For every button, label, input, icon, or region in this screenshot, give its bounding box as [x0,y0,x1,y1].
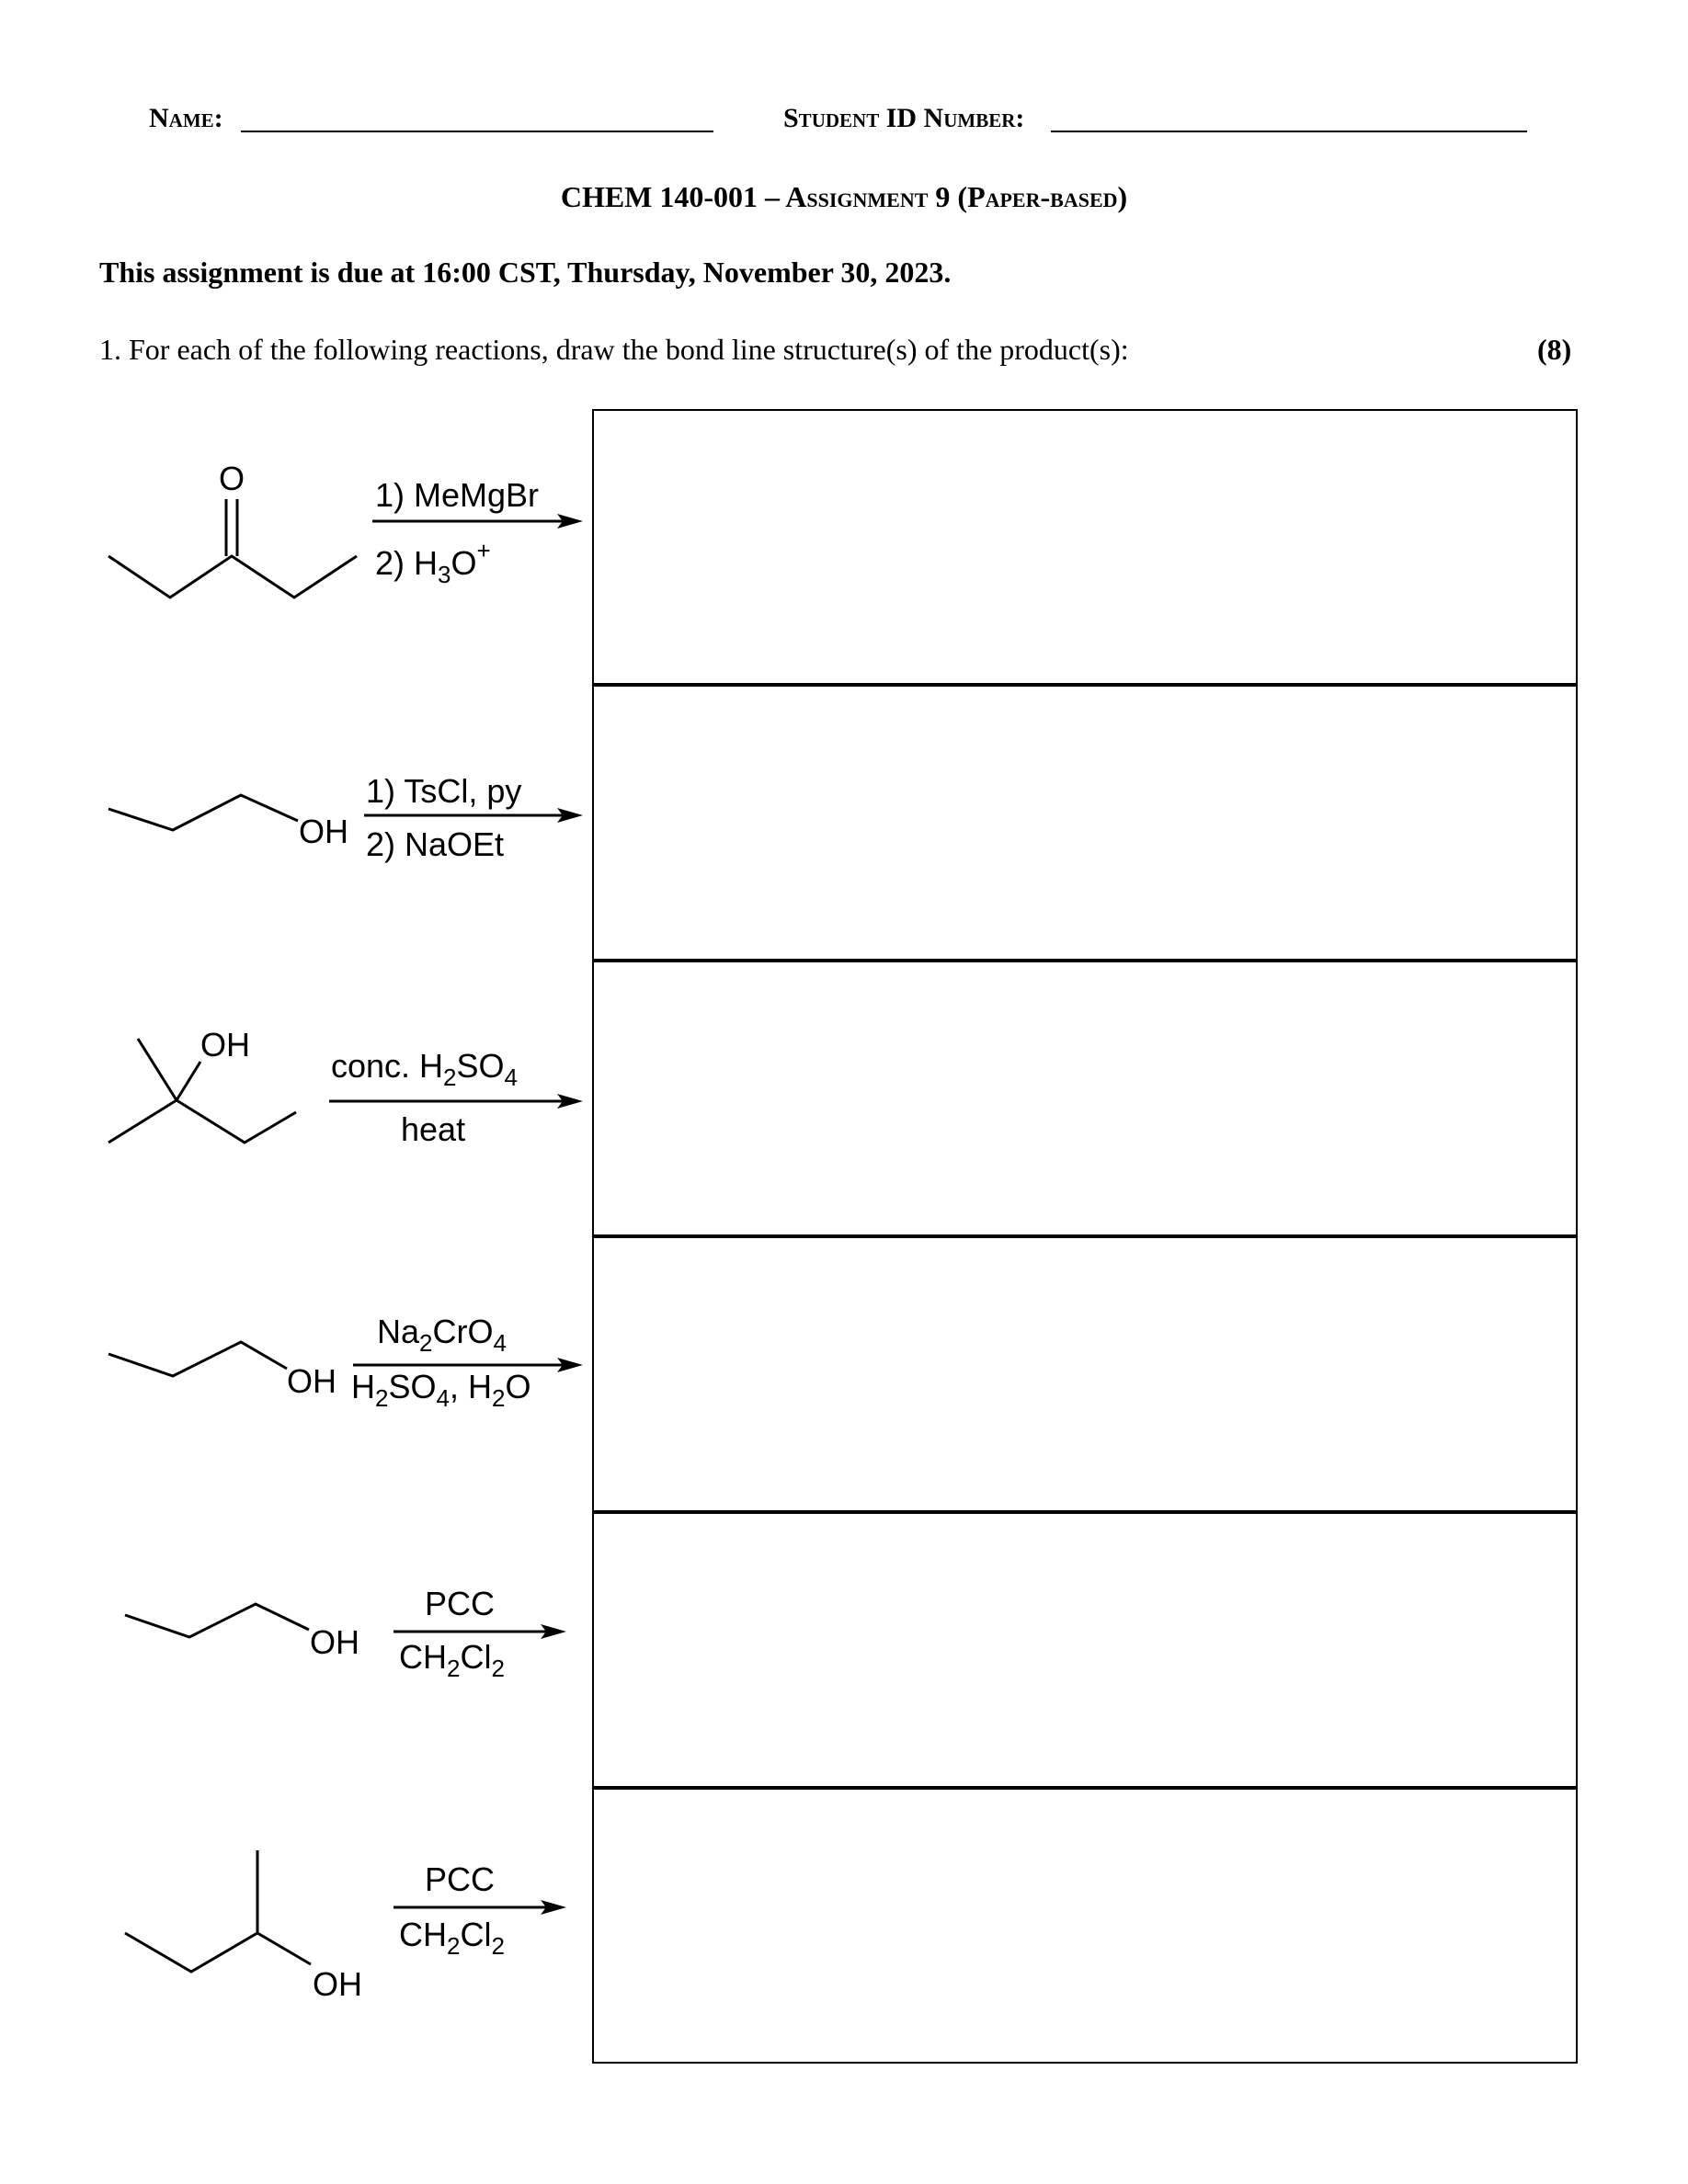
reaction-3-drawing [92,961,588,1236]
due-statement: This assignment is due at 16:00 CST, Thursday, November 30, 2023. [99,256,952,289]
reagent-below-4: $H_2SO_4$, $H_2O$ [351,1368,531,1412]
reaction-2-drawing [92,685,588,961]
reagent-below-5: $CH_2Cl_2$ [399,1638,505,1682]
reaction-arrow-2 [364,808,583,823]
answer-box-2[interactable] [592,685,1578,961]
reagent-below-3: heat [401,1110,466,1148]
reagent-above-2: 1) TsCl, py [366,772,522,810]
reaction-2 [92,685,588,961]
reaction-1 [92,409,588,685]
reaction-arrow-5 [393,1624,566,1639]
reagent-above-4: $Na_2CrO_4$ [377,1313,507,1357]
reagent-above-3: conc. $H_2SO_4$ [331,1047,518,1091]
reaction-4-drawing [92,1236,588,1512]
hydroxyl-label-4: OH [287,1362,336,1400]
answer-box-1[interactable] [592,409,1578,685]
course-title: CHEM 140-001 – Assignment 9 (Paper-based) [560,180,1128,213]
answer-box-3[interactable] [592,961,1578,1236]
student-id-label: Student ID Number: [783,103,1025,133]
question-text: 1. For each of the following reactions, draw the bond line structure(s) of the product(s): [99,333,1129,366]
reaction-5-drawing [92,1512,588,1788]
hydroxyl-label-2: OH [299,813,348,850]
reagent-above-1: 1) MeMgBr [375,476,540,514]
reaction-4 [92,1236,588,1512]
hydroxyl-label-3: OH [200,1026,250,1064]
reaction-1-drawing [92,409,588,685]
reaction-6 [92,1788,588,2064]
answer-box-4[interactable] [592,1236,1578,1512]
reagent-below-2: 2) NaOEt [366,825,505,863]
reaction-arrow-6 [393,1900,566,1915]
carbonyl-oxygen-label: O [218,460,245,497]
butanol-skeleton-4 [108,1342,287,1376]
branched-alcohol-skeleton [125,1850,311,1972]
question-marks: (8) [1537,333,1572,366]
hydroxyl-label-5: OH [310,1623,359,1661]
reagent-below-1: 2) $H_3O^+$ [375,537,491,588]
reagent-below-6: $CH_2Cl_2$ [399,1916,505,1960]
name-label: Name: [149,103,223,133]
hydroxyl-label-6: OH [313,1965,362,2003]
reaction-3 [92,961,588,1236]
name-field-line[interactable] [241,131,713,132]
answer-box-5[interactable] [592,1512,1578,1788]
reagent-above-6: PCC [425,1860,496,1898]
reagent-above-5: PCC [425,1585,496,1622]
butanone-skeleton [108,499,357,597]
answer-box-6[interactable] [592,1788,1578,2064]
student-id-field-line[interactable] [1051,131,1527,132]
reaction-arrow-3 [329,1094,583,1109]
butanol-skeleton [108,795,298,830]
reaction-arrow-1 [372,514,583,529]
reaction-5 [92,1512,588,1788]
butanol-skeleton-5 [125,1604,309,1637]
reaction-6-drawing [92,1788,588,2064]
